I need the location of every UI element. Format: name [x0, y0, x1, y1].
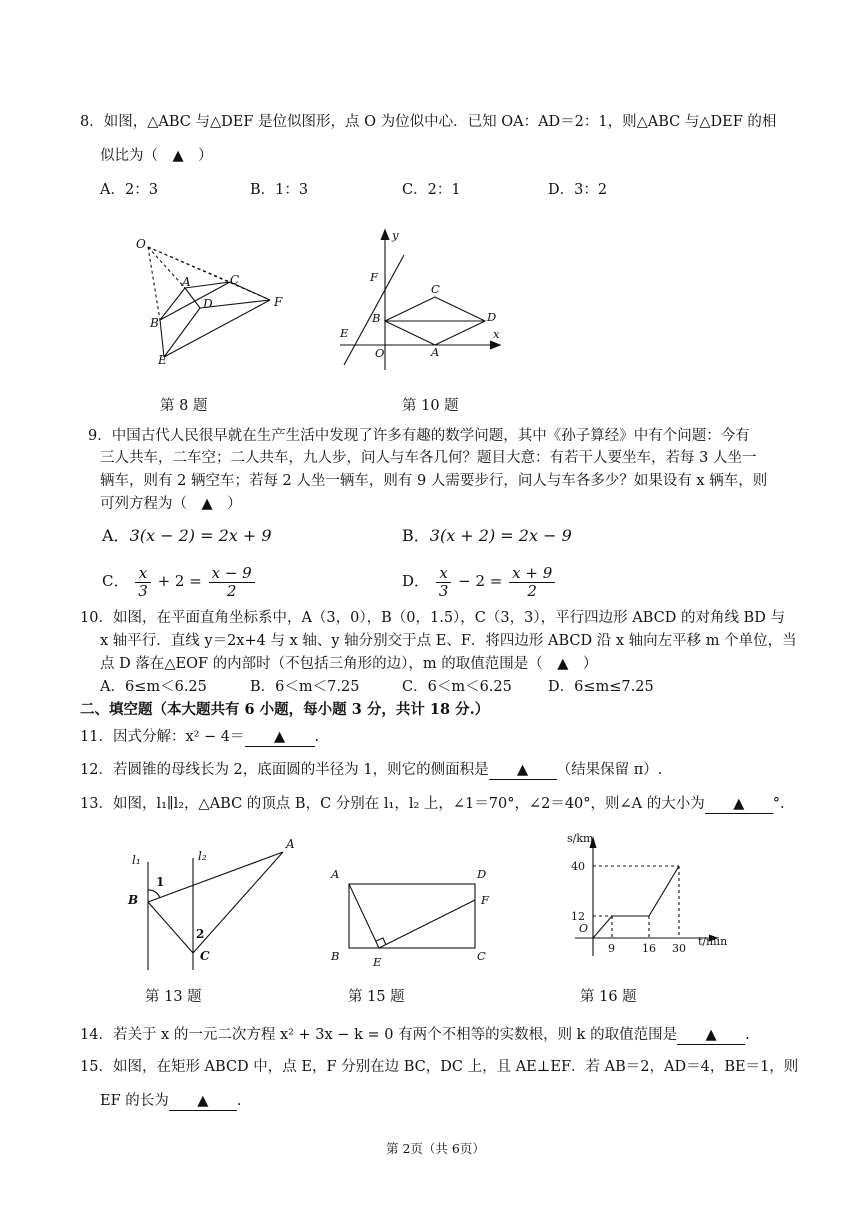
q15-line1: 15．如图，在矩形 ABCD 中，点 E，F 分别在边 BC，DC 上，且 AE⊥EF．若 AB＝2，AD＝4，BE＝1，则	[80, 1059, 799, 1075]
fig10-label-e: E	[340, 326, 349, 340]
fig10-label-b: B	[372, 311, 381, 325]
fig10-label-o: O	[375, 346, 385, 360]
fig8-label-c: C	[230, 273, 240, 287]
q9-option-c: C． $\frac{x}{3}$ + 2 = $\frac{x - 9}{2}$	[102, 562, 257, 600]
page-footer: 第 2页（共 6页）	[386, 1141, 485, 1156]
fig10-label-y: y	[392, 228, 399, 242]
q9-line2: 三人共车，二车空；二人共车，九人步，问人与车各几何？题目大意：有若干人要坐车，若每 3 人坐一	[100, 450, 757, 466]
figure-q15-caption: 第 15 题	[348, 989, 405, 1005]
fig16-tick-16: 16	[642, 942, 656, 955]
fig15-label-a: A	[331, 867, 340, 881]
fig8-label-d: D	[203, 297, 213, 311]
q8-option-c: C．2：1	[402, 182, 461, 198]
q9-option-b: B．3(x + 2) = 2x − 9	[402, 526, 572, 545]
q15-line2: EF 的长为 ▲ .	[100, 1093, 242, 1109]
fig13-label-b: B	[128, 893, 139, 907]
fig10-label-a: A	[431, 345, 440, 359]
q14-answer-blank[interactable]: ▲	[677, 1026, 745, 1045]
q14: 14．若关于 x 的一元二次方程 x² + 3x − k = 0 有两个不相等的实数根，则 k 的取值范围是 ▲ .	[80, 1027, 750, 1043]
fig10-label-x: x	[493, 327, 500, 341]
fig8-label-a: A	[182, 275, 191, 289]
fig16-x-axis-label: t/min	[698, 935, 728, 948]
fig15-label-e: E	[373, 955, 382, 969]
figure-q8-caption: 第 8 题	[160, 398, 208, 414]
q11-answer-blank[interactable]: ▲	[245, 728, 315, 747]
figure-q16-caption: 第 16 题	[580, 989, 637, 1005]
q8-line2: 似比为（ ▲ ）	[100, 148, 213, 164]
fig16-tick-30: 30	[672, 942, 686, 955]
q8-option-b: B．1：3	[250, 182, 309, 198]
fig16-origin: O	[579, 922, 589, 935]
q10-line3: 点 D 落在△EOF 的内部时（不包括三角形的边），m 的取值范围是（ ▲ ）	[100, 656, 598, 672]
fig10-label-f: F	[370, 270, 378, 284]
fig15-label-c: C	[477, 949, 486, 963]
q13-answer-blank[interactable]: ▲	[705, 795, 773, 814]
figure-q8	[120, 230, 300, 370]
fig13-label-l2: l₂	[198, 849, 207, 863]
q11: 11．因式分解：x² − 4＝ ▲ .	[80, 729, 320, 745]
q10-option-a: A．6≤m＜6.25	[100, 679, 207, 695]
section-fill-in-heading: 二、填空题（本大题共有 6 小题，每小题 3 分，共计 18 分.）	[80, 701, 490, 718]
figure-q13-caption: 第 13 题	[145, 989, 202, 1005]
fig10-label-c: C	[431, 282, 440, 296]
q9-option-a: A．3(x − 2) = 2x + 9	[102, 526, 272, 545]
q9-line1: 9．中国古代人民很早就在生产生活中发现了许多有趣的数学问题，其中《孙子算经》中有个问题：今有	[88, 428, 750, 444]
fig13-label-angle1: 1	[156, 875, 165, 889]
fig13-label-c: C	[200, 949, 210, 963]
fig16-tick-12: 12	[571, 910, 585, 923]
fig15-label-d: D	[477, 867, 487, 881]
fig8-label-f: F	[274, 295, 283, 309]
fig15-label-b: B	[331, 949, 340, 963]
fig13-label-l1: l₁	[132, 853, 141, 867]
q10-option-b: B．6＜m＜7.25	[250, 679, 360, 695]
figure-q10	[330, 225, 510, 375]
figure-q15	[325, 862, 500, 970]
q8-option-d: D．3：2	[548, 182, 608, 198]
fig10-label-d: D	[487, 310, 497, 324]
q9-line3: 辆车，则有 2 辆空车；若每 2 人坐一辆车，则有 9 人需要步行，问人与车各多少？如果设有 x 辆车，则	[100, 473, 768, 489]
q10-line2: x 轴平行．直线 y＝2x+4 与 x 轴、y 轴分别交于点 E、F．将四边形 ABCD 沿 x 轴向左平移 m 个单位，当	[100, 633, 797, 649]
fig16-tick-40: 40	[571, 860, 585, 873]
fig15-label-f: F	[481, 893, 489, 907]
q9-line4: 可列方程为（ ▲ ）	[100, 496, 242, 512]
q15-answer-blank[interactable]: ▲	[169, 1092, 237, 1111]
fig16-y-axis-label: s/km	[567, 832, 594, 845]
fig13-label-angle2: 2	[196, 927, 205, 941]
q10-option-c: C．6＜m＜6.25	[402, 679, 512, 695]
fig16-tick-9: 9	[608, 942, 615, 955]
figure-q13	[118, 830, 303, 975]
figure-q16	[545, 828, 740, 960]
fig13-label-a: A	[286, 837, 295, 851]
q9-option-d: D． $\frac{x}{3}$ − 2 = $\frac{x + 9}{2}$	[402, 562, 557, 600]
q10-option-d: D．6≤m≤7.25	[548, 679, 654, 695]
q8-line1: 8．如图，△ABC 与△DEF 是位似图形，点 O 为位似中心．已知 OA：AD＝2：1，则△ABC 与△DEF 的相	[80, 114, 777, 130]
fig8-label-b: B	[150, 316, 159, 330]
q13: 13．如图，l₁∥l₂，△ABC 的顶点 B，C 分别在 l₁，l₂ 上，∠1＝70°，∠2＝40°，则∠A 的大小为 ▲ °.	[80, 796, 785, 812]
fig8-label-e: E	[158, 353, 167, 367]
q12-answer-blank[interactable]: ▲	[489, 761, 557, 780]
q10-line1: 10．如图，在平面直角坐标系中，A（3，0），B（0，1.5），C（3，3），平行四边形 ABCD 的对角线 BD 与	[80, 610, 785, 626]
q8-option-a: A．2：3	[100, 182, 158, 198]
fig8-label-o: O	[136, 237, 146, 251]
q12: 12．若圆锥的母线长为 2，底面圆的半径为 1，则它的侧面积是 ▲ （结果保留 π）.	[80, 762, 663, 778]
figure-q10-caption: 第 10 题	[402, 398, 459, 414]
